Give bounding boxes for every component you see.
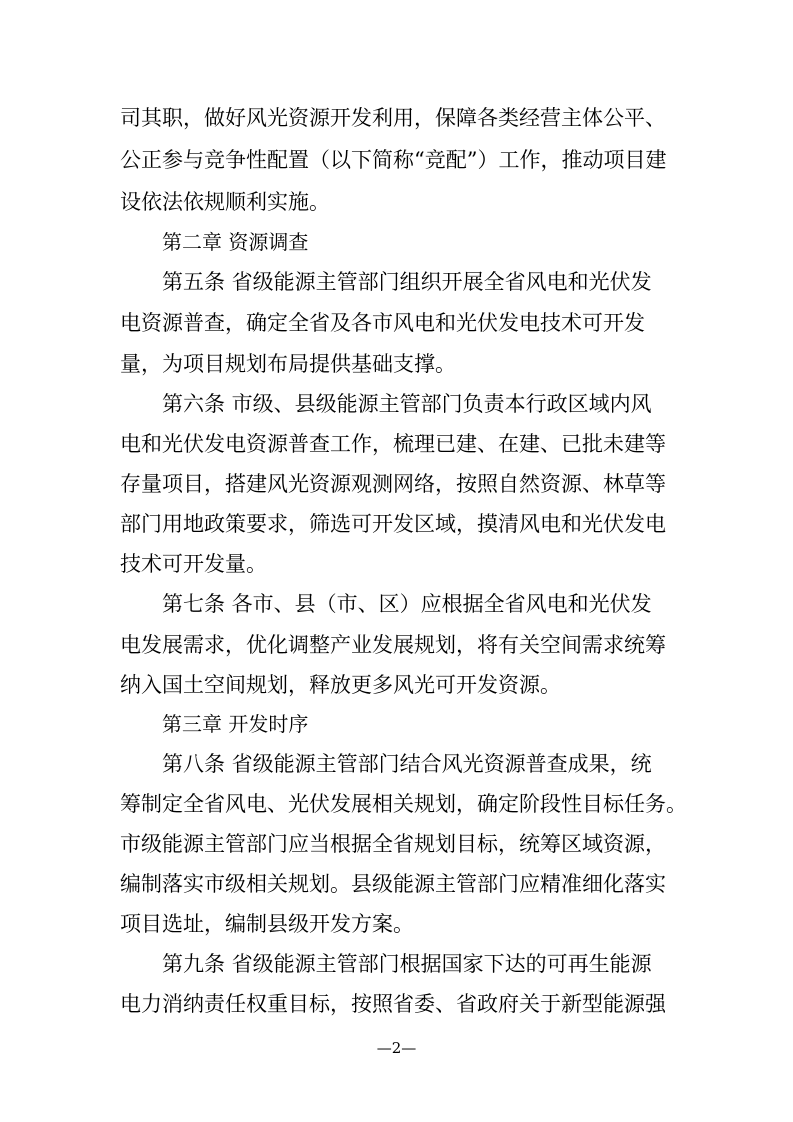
text-line: 技术可开发量。 xyxy=(120,552,267,576)
text-line: 电发展需求，优化调整产业发展规划，将有关空间需求统筹 xyxy=(120,633,666,657)
text-line: 电力消纳责任权重目标，按照省委、省政府关于新型能源强 xyxy=(120,992,666,1016)
text-line: 电资源普查，确定全省及各市风电和光伏发电技术可开发 xyxy=(120,311,645,335)
text-line: 存量项目，搭建风光资源观测网络，按照自然资源、林草等 xyxy=(120,472,666,496)
chapter-heading: 第二章 资源调查 xyxy=(162,230,309,254)
text-line: 量，为项目规划布局提供基础支撑。 xyxy=(120,352,456,376)
article-start-line: 第七条 各市、县（市、区）应根据全省风电和光伏发 xyxy=(162,592,652,616)
text-line: 设依法依规顺利实施。 xyxy=(120,190,330,214)
article-start-line: 第九条 省级能源主管部门根据国家下达的可再生能源 xyxy=(162,952,652,976)
text-line: 部门用地政策要求，筛选可开发区域，摸清风电和光伏发电 xyxy=(120,512,666,536)
text-line: 项目选址，编制县级开发方案。 xyxy=(120,912,414,936)
text-line: 司其职，做好风光资源开发利用，保障各类经营主体公平、 xyxy=(120,106,666,130)
article-start-line: 第五条 省级能源主管部门组织开展全省风电和光伏发 xyxy=(162,270,652,294)
text-line: 纳入国土空间规划，释放更多风光可开发资源。 xyxy=(120,673,561,697)
text-line: 编制落实市级相关规划。县级能源主管部门应精准细化落实 xyxy=(120,872,666,896)
text-line: 筹制定全省风电、光伏发展相关规划，确定阶段性目标任务。 xyxy=(120,792,687,816)
article-start-line: 第六条 市级、县级能源主管部门负责本行政区域内风 xyxy=(162,392,652,416)
text-line: 公正参与竞争性配置（以下简称“竞配”）工作，推动项目建 xyxy=(120,148,667,172)
text-line: 电和光伏发电资源普查工作，梳理已建、在建、已批未建等 xyxy=(120,432,666,456)
article-start-line: 第八条 省级能源主管部门结合风光资源普查成果，统 xyxy=(162,752,652,776)
page-number: —2— xyxy=(376,1039,417,1057)
text-line: 市级能源主管部门应当根据全省规划目标，统筹区域资源， xyxy=(120,832,666,856)
chapter-heading: 第三章 开发时序 xyxy=(162,712,309,736)
